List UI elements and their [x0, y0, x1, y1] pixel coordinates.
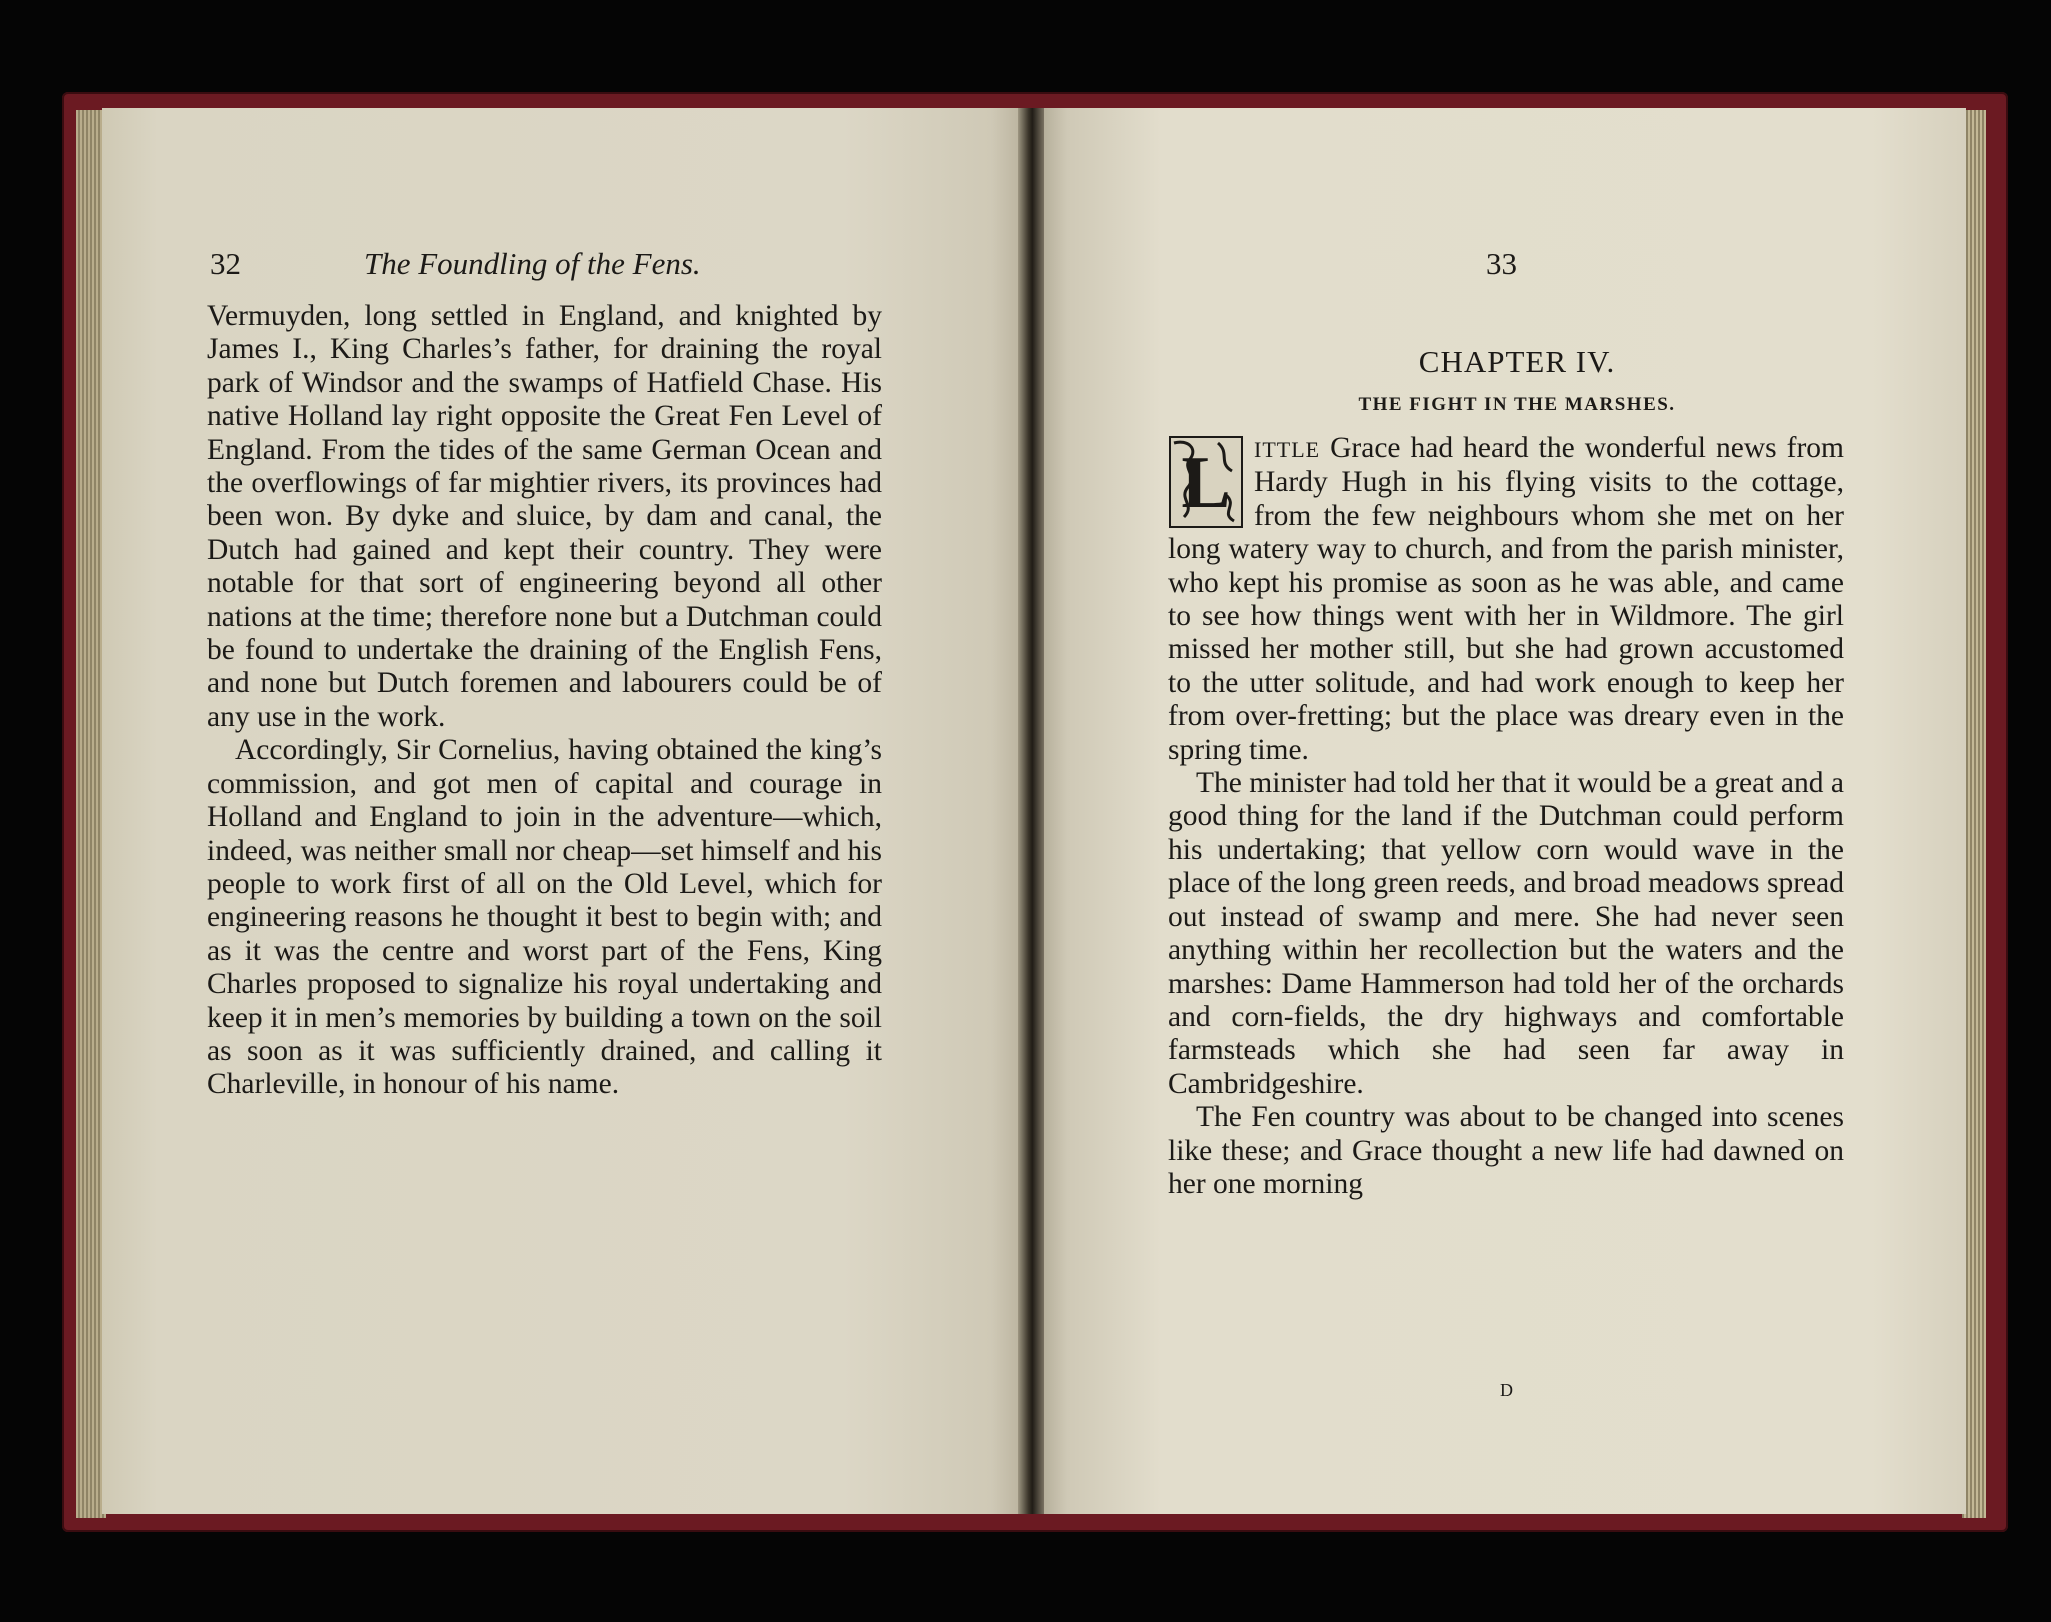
paragraph [1168, 432, 1844, 767]
drop-cap-letter: L [1181, 442, 1231, 524]
right-page [1030, 108, 1966, 1514]
chapter-heading: CHAPTER IV. [1418, 344, 1616, 379]
page-number: 33 [1486, 246, 1517, 281]
body-text [207, 300, 882, 1102]
book-gutter [1018, 108, 1044, 1514]
page-number: 32 [210, 246, 241, 281]
running-title: The Foundling of the Fens. [364, 246, 701, 281]
paragraph: Vermuyden, long settled in England, and knighted by James I., King Charles’s father, for draining the royal park of Windsor and the swamps of Hatfield Chase. His native Holland lay right opposite the Great Fen Level of England. From the tides of the same German Ocean and the overflowings of far mightier rivers, its provinces had been won. By dyke and sluice, by dam and canal, the Dutch had gained and kept their country. They were notable for that sort of engineering beyond all other nations at the time; therefore none but a Dutchman could be found to undertake the draining of the English Fens, and none but Dutch foremen and labourers could be of any use in the work. [207, 300, 882, 733]
left-page [102, 108, 1028, 1514]
ornamental-drop-cap [1168, 435, 1244, 529]
chapter-title: THE FIGHT IN THE MARSHES. [1358, 394, 1676, 415]
paragraph: Accordingly, Sir Cornelius, having obtained the king’s commission, and got men of capital and courage in Holland and England to join in the adventure—which, indeed, was neither small nor cheap—set himself and his people to work first of all on the Old Level, which for engineering reasons he thought it best to begin with; and as it was the centre and worst part of the Fens, King Charles proposed to signalize his royal undertaking and keep it in men’s memories by building a town on the soil as soon as it was sufficiently drained, and calling it Charleville, in honour of his name. [207, 734, 882, 1101]
body-text [1168, 432, 1844, 1201]
paragraph: The Fen country was about to be changed into scenes like these; and Grace thought a new life had dawned on her one morning [1168, 1101, 1844, 1200]
signature-mark: D [1500, 1380, 1513, 1400]
paragraph: The minister had told her that it would be a great and a good thing for the land if the Dutchman could perform his undertaking; that yellow corn would wave in the place of the long green reeds, and broad meadows spread out instead of swamp and mere. She had never seen anything within her recollection but the waters and the marshes: Dame Hammerson had told her of the orchards and corn-fields, the dry highways and comfortable farmsteads which she had seen far away in Cambridgeshire. [1168, 767, 1844, 1100]
first-word-smallcaps: ITTLE [1254, 437, 1321, 462]
first-paragraph-text: Grace had heard the wonderful news from Hardy Hugh in his flying visits to the cottage, from the few neighbours whom she met on her long watery way to church, and from the parish minister, who kept his promise as soon as he was able, and came to see how things went with her in Wildmore. The girl missed her mother still, but she had grown accustomed to the utter solitude, and had work enough to keep her from over-fretting; but the place was dreary even in the spring time. [1168, 432, 1844, 766]
